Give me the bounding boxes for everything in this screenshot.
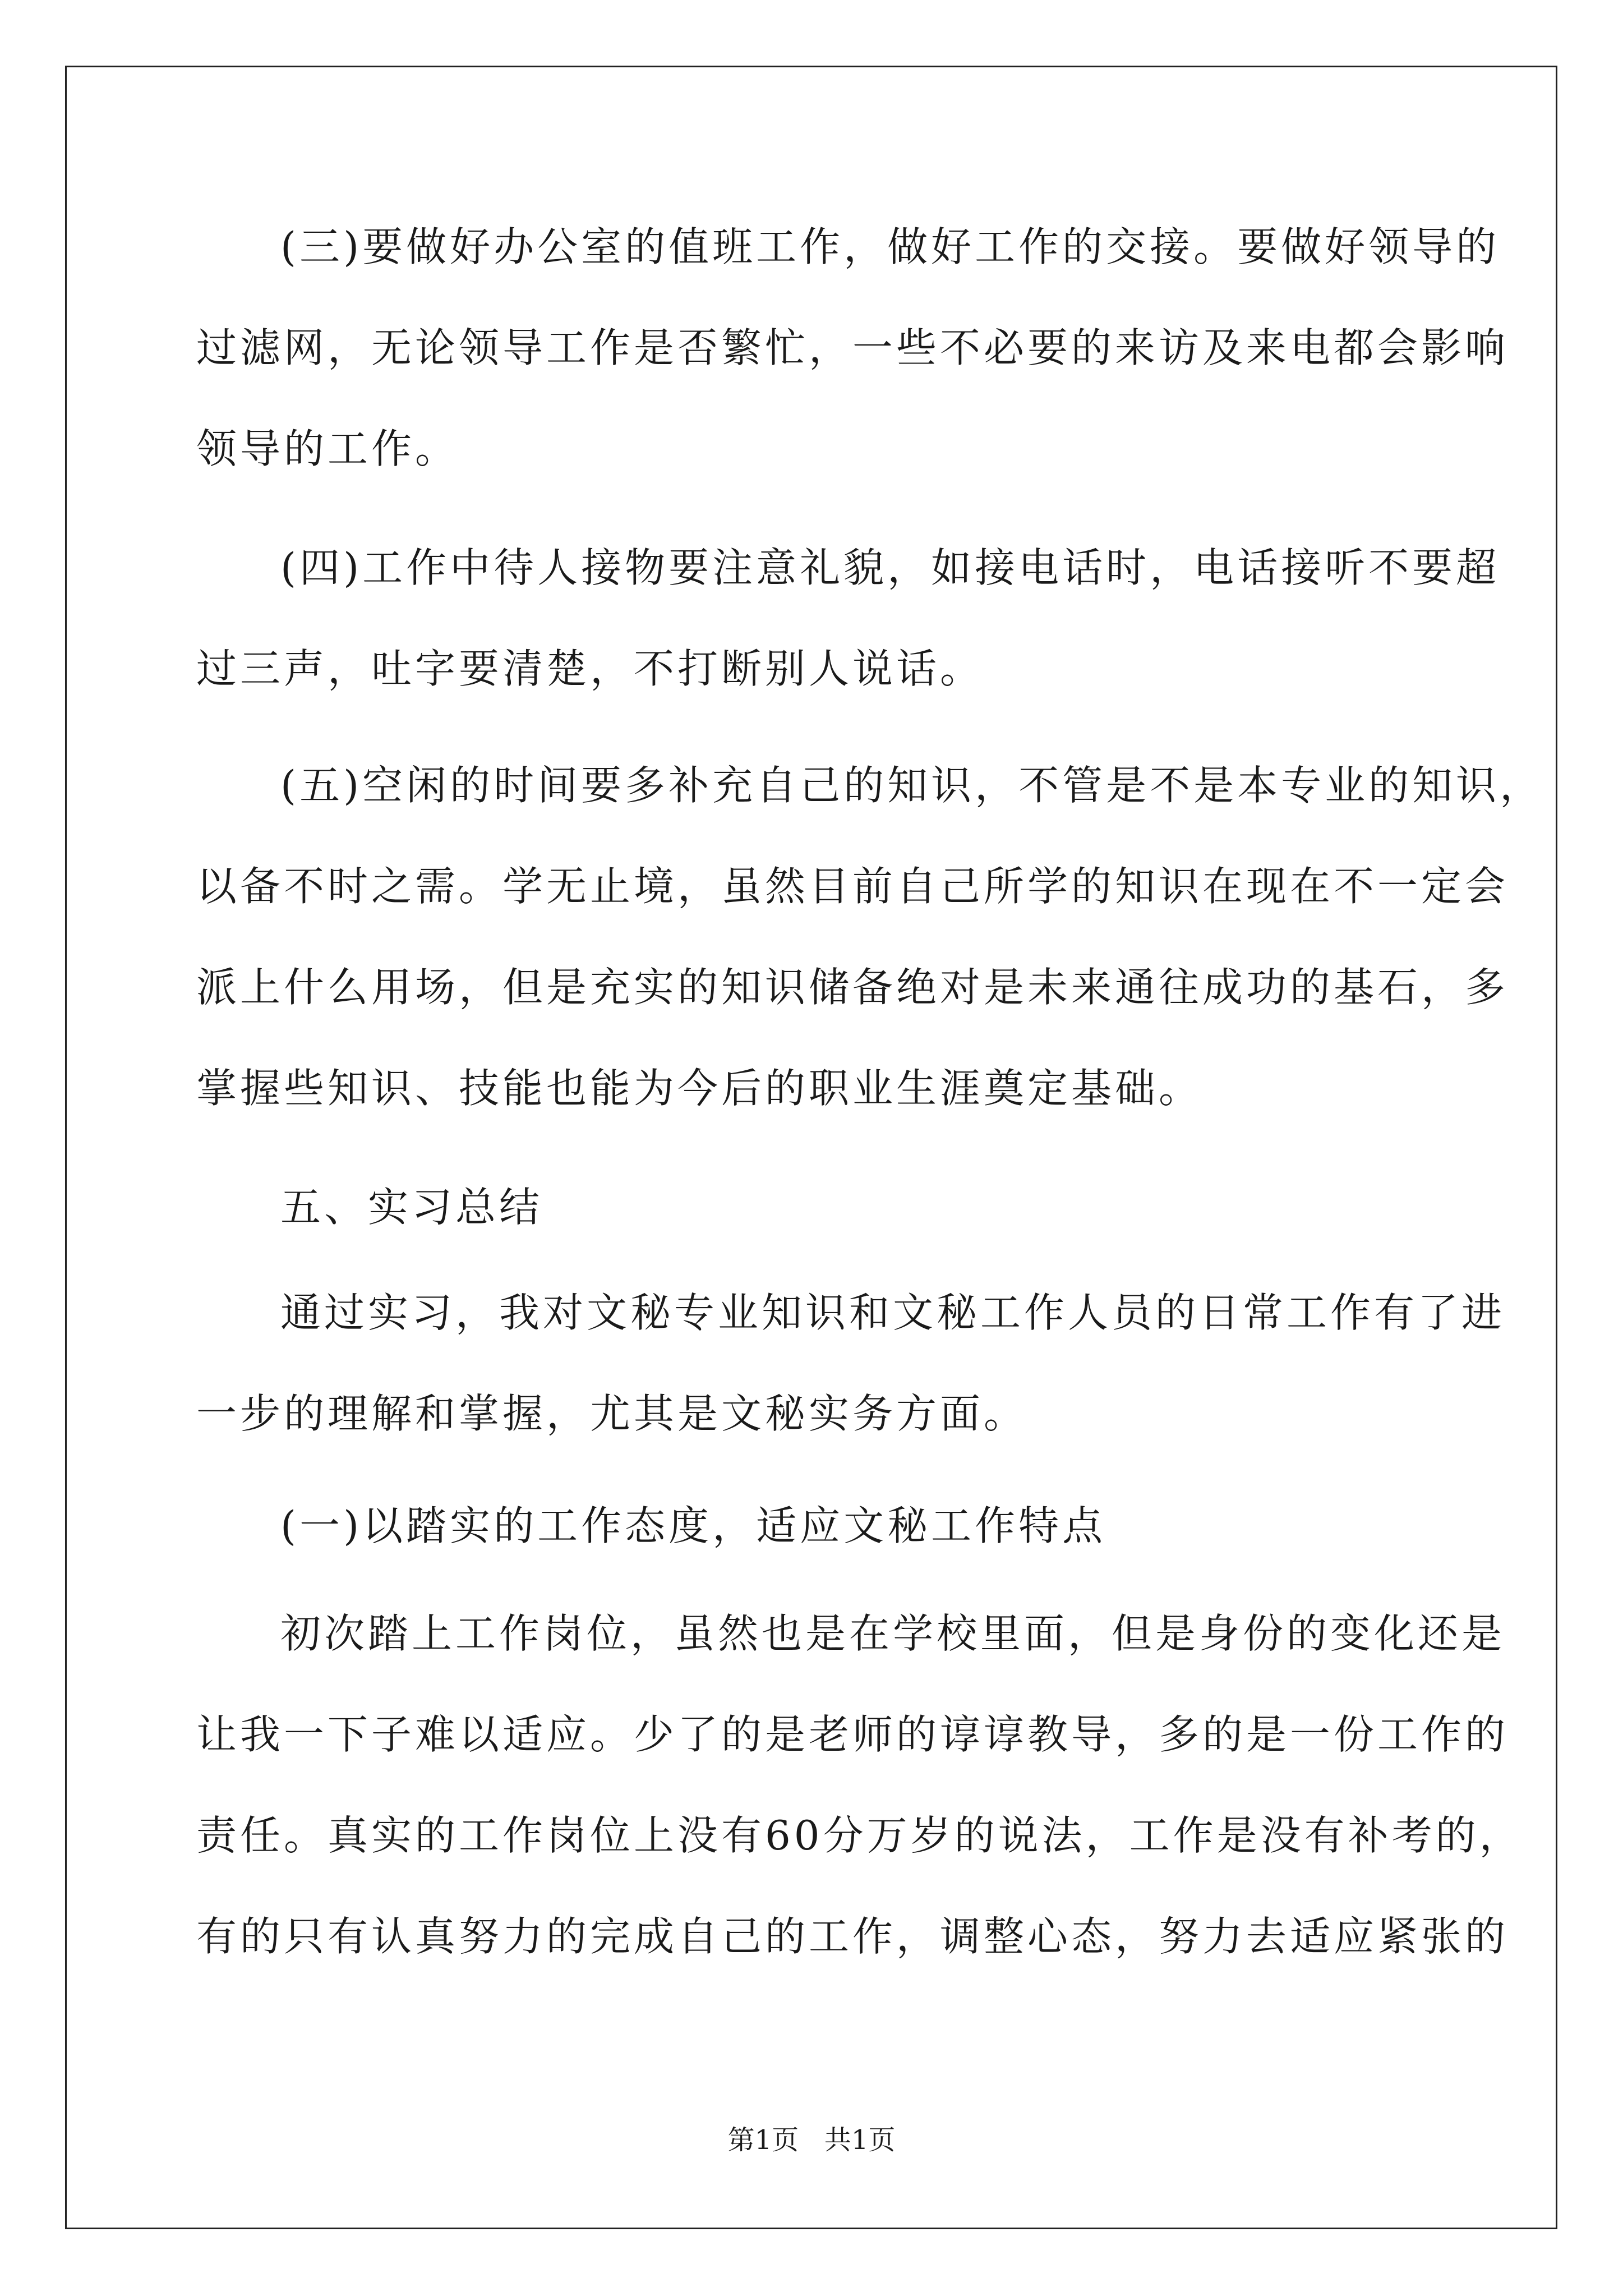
text-line: 过滤网，无论领导工作是否繁忙，一些不必要的来访及来电都会影响: [196, 324, 1509, 371]
text-line: 让我一下子难以适应。少了的是老师的谆谆教导，多的是一份工作的: [196, 1711, 1509, 1758]
text-line: 派上什么用场，但是充实的知识储备绝对是未来通往成功的基石，多: [196, 964, 1509, 1011]
section-heading: 五、实习总结: [280, 1184, 543, 1231]
text-line: 有的只有认真努力的完成自己的工作，调整心态，努力去适应紧张的: [196, 1913, 1509, 1960]
text-line: 责任。真实的工作岗位上没有60分万岁的说法，工作是没有补考的，: [196, 1812, 1523, 1859]
text-line: (五)空闲的时间要多补充自己的知识，不管是不是本专业的知识，: [280, 762, 1544, 809]
text-line: 过三声，吐字要清楚，不打断别人说话。: [196, 645, 984, 692]
text-line: 通过实习，我对文秘专业知识和文秘工作人员的日常工作有了进: [280, 1289, 1506, 1336]
text-line: 以备不时之需。学无止境，虽然目前自己所学的知识在现在不一定会: [196, 863, 1509, 910]
text-line: 掌握些知识、技能也能为今后的职业生涯奠定基础。: [196, 1065, 1203, 1112]
text-line: (三)要做好办公室的值班工作，做好工作的交接。要做好领导的: [280, 223, 1500, 270]
subsection-heading: (一)以踏实的工作态度，适应文秘工作特点: [280, 1502, 1106, 1549]
text-line: 领导的工作。: [196, 425, 459, 472]
page-border: [65, 66, 1557, 2229]
text-line: (四)工作中待人接物要注意礼貌，如接电话时，电话接听不要超: [280, 544, 1500, 591]
page-footer: 第1页 共1页: [727, 2124, 896, 2156]
text-line: 一步的理解和掌握，尤其是文秘实务方面。: [196, 1390, 1028, 1437]
text-line: 初次踏上工作岗位，虽然也是在学校里面，但是身份的变化还是: [280, 1610, 1506, 1657]
